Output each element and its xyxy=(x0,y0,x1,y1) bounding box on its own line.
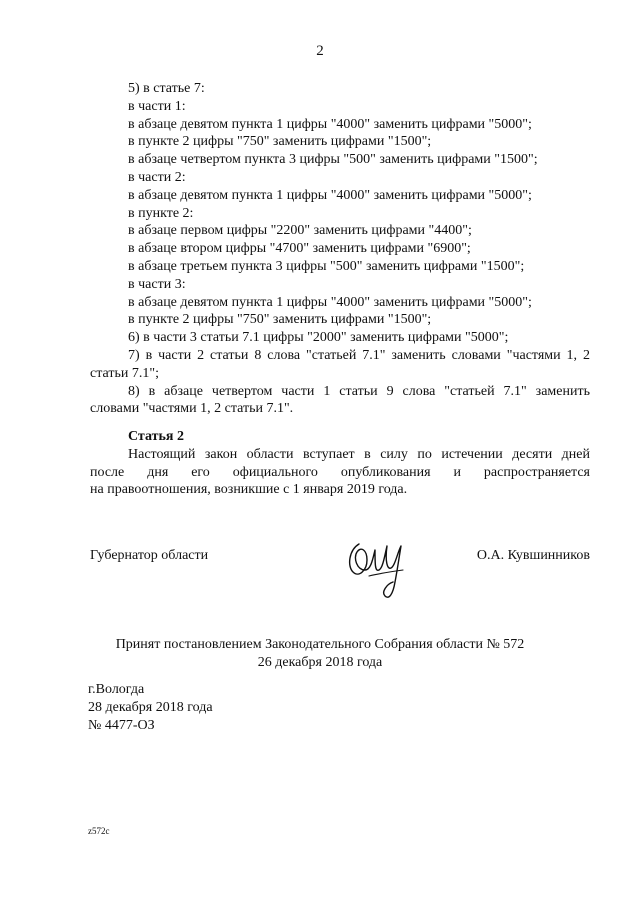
governor-name: О.А. Кувшинников xyxy=(476,548,590,563)
amendment-line: в части 2: xyxy=(128,169,186,185)
adoption-line-2: 26 декабря 2018 года xyxy=(257,655,383,670)
item-8-line-1: 8) в абзаце четвертом части 1 статьи 9 слова "статьей 7.1" заменить xyxy=(128,383,590,399)
amendment-line: в пункте 2: xyxy=(128,205,194,221)
signature-row xyxy=(90,548,590,608)
item-7-line-2: статьи 7.1"; xyxy=(90,365,159,381)
article-2-title: Статья 2 xyxy=(128,429,184,444)
amendment-line: в части 1: xyxy=(128,98,186,114)
amendment-line: в абзаце втором цифры "4700" заменить цифрами "6900"; xyxy=(128,241,471,257)
document-code: z572c xyxy=(88,826,110,836)
amendment-line: в абзаце девятом пункта 1 цифры "4000" заменить цифрами "5000"; xyxy=(128,294,532,310)
amendment-line: в абзаце первом цифры "2200" заменить цифрами "4400"; xyxy=(128,223,472,239)
place-date-block xyxy=(88,681,213,735)
governor-title: Губернатор области xyxy=(90,548,209,563)
amendments-block xyxy=(90,80,590,418)
adoption-line-1: Принят постановлением Законодательного Собрания области № 572 xyxy=(115,637,525,652)
amendment-line: в пункте 2 цифры "750" заменить цифрами "1500"; xyxy=(128,312,432,328)
amendment-line: 6) в части 3 статьи 7.1 цифры "2000" заменить цифрами "5000"; xyxy=(128,330,509,346)
item-7-line-1: 7) в части 2 статьи 8 слова "статьей 7.1" заменить словами "частями 1, 2 xyxy=(128,347,590,363)
amendment-line: 5) в статье 7: xyxy=(128,81,205,96)
article-2 xyxy=(90,428,590,499)
amendment-line: в части 3: xyxy=(128,276,186,292)
amendment-line: в абзаце третьем пункта 3 цифры "500" заменить цифрами "1500"; xyxy=(128,258,525,274)
handwritten-signature xyxy=(345,536,415,604)
amendment-line: в абзаце девятом пункта 1 цифры "4000" заменить цифрами "5000"; xyxy=(128,187,532,203)
signing-date: 28 декабря 2018 года xyxy=(88,700,213,715)
article-2-line-3: на правоотношения, возникшие с 1 января 2019 года. xyxy=(90,482,408,498)
amendment-line: в пункте 2 цифры "750" заменить цифрами "1500"; xyxy=(128,134,432,150)
law-number: № 4477-ОЗ xyxy=(88,718,155,733)
city: г.Вологда xyxy=(88,682,145,697)
adoption-note xyxy=(0,636,640,672)
item-8-line-2: словами "частями 1, 2 статьи 7.1". xyxy=(90,401,294,417)
article-2-line-2: после дня его официального опубликования и распространяется xyxy=(90,464,590,480)
page-number: 2 xyxy=(316,43,324,59)
amendment-line: в абзаце девятом пункта 1 цифры "4000" заменить цифрами "5000"; xyxy=(128,116,532,132)
amendment-line: в абзаце четвертом пункта 3 цифры "500" заменить цифрами "1500"; xyxy=(128,152,538,168)
article-2-line-1: Настоящий закон области вступает в силу по истечении десяти дней xyxy=(128,446,590,462)
